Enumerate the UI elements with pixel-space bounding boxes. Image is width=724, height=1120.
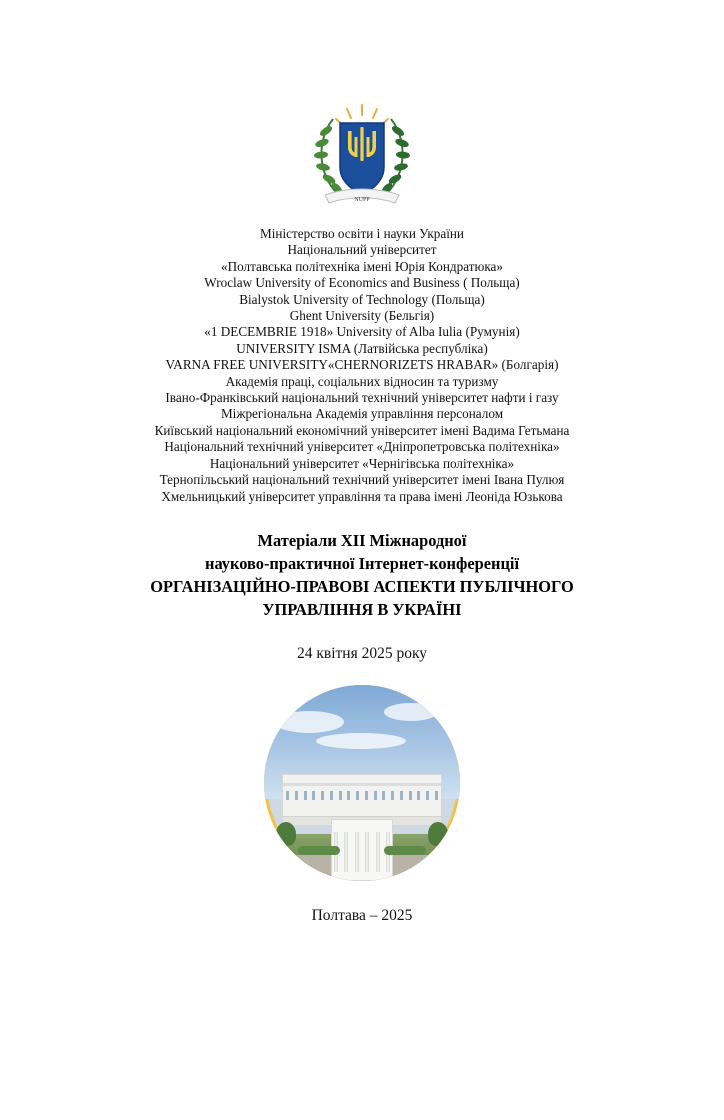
conference-date: 24 квітня 2025 року (296, 644, 428, 662)
window (347, 791, 350, 800)
publication-place-year: Полтава – 2025 (311, 906, 413, 924)
organization-item: Івано-Франківський національний технічний університет нафти і газу (165, 390, 559, 406)
university-building-photo (264, 685, 460, 881)
organization-item: «1 DECEMBRIE 1918» University of Alba Iulia (Румунія) (204, 324, 520, 340)
photo-container (0, 685, 724, 881)
cloud (384, 703, 438, 721)
window (417, 791, 420, 800)
organization-item: Національний університет (287, 242, 437, 258)
title-line: ОРГАНІЗАЦІЙНО-ПРАВОВІ АСПЕКТИ ПУБЛІЧНОГО (150, 576, 574, 596)
organization-item: VARNA FREE UNIVERSITY«CHERNORIZETS HRABAR» (Болгарія) (165, 357, 559, 373)
window (312, 791, 315, 800)
cloud (274, 711, 344, 733)
window (435, 791, 438, 800)
window (286, 791, 289, 800)
tree (428, 822, 448, 846)
window (295, 791, 298, 800)
organization-item: Київський національний економічний університет імені Вадима Гетьмана (154, 422, 570, 438)
organization-item: Хмельницький університет управління та права імені Леоніда Юзькова (161, 488, 563, 504)
shrub (384, 846, 426, 855)
organization-item: «Полтавська політехніка імені Юрія Кондратюка» (220, 258, 504, 274)
column (376, 832, 380, 872)
window (321, 791, 324, 800)
document-page (0, 96, 724, 1120)
building-columns (334, 832, 390, 872)
building-windows (286, 791, 438, 817)
window (382, 791, 385, 800)
title-line: Матеріали XII Міжнародної (257, 530, 467, 550)
window (304, 791, 307, 800)
window (365, 791, 368, 800)
tree (276, 822, 296, 846)
organization-item: UNIVERSITY ISMA (Латвійська республіка) (236, 340, 488, 356)
window (339, 791, 342, 800)
emblem-container (0, 96, 724, 216)
window (330, 791, 333, 800)
organization-item: Ghent University (Бельгія) (289, 308, 435, 324)
organization-item: Національний університет «Чернігівська політехніка» (209, 455, 515, 471)
organization-item: Міністерство освіти і науки України (260, 226, 464, 241)
organization-item: Bialystok University of Technology (Польща) (239, 291, 485, 307)
organization-item: Національний технічний університет «Дніпропетровська політехніка» (164, 439, 560, 455)
organizations-list (0, 226, 724, 505)
svg-text:NUPP: NUPP (354, 197, 370, 203)
cloud (316, 733, 406, 749)
column (355, 832, 359, 872)
building-cornice (283, 783, 441, 786)
organization-item: Тернопільський національний технічний університет імені Івана Пулюя (159, 472, 565, 488)
column (365, 832, 369, 872)
title-line: науково-практичної Інтернет-конференції (205, 553, 519, 573)
organization-item: Академія праці, соціальних відносин та туризму (225, 373, 499, 389)
window (400, 791, 403, 800)
window (409, 791, 412, 800)
window (374, 791, 377, 800)
window (426, 791, 429, 800)
organization-item: Wroclaw University of Economics and Business ( Польща) (204, 275, 520, 291)
shrub (298, 846, 340, 855)
page-title (0, 529, 724, 621)
column (344, 832, 348, 872)
window (356, 791, 359, 800)
title-line: УПРАВЛІННЯ В УКРАЇНІ (262, 599, 462, 619)
window (391, 791, 394, 800)
organization-item: Міжрегіональна Академія управління персоналом (220, 406, 504, 422)
university-emblem-icon (303, 97, 421, 215)
